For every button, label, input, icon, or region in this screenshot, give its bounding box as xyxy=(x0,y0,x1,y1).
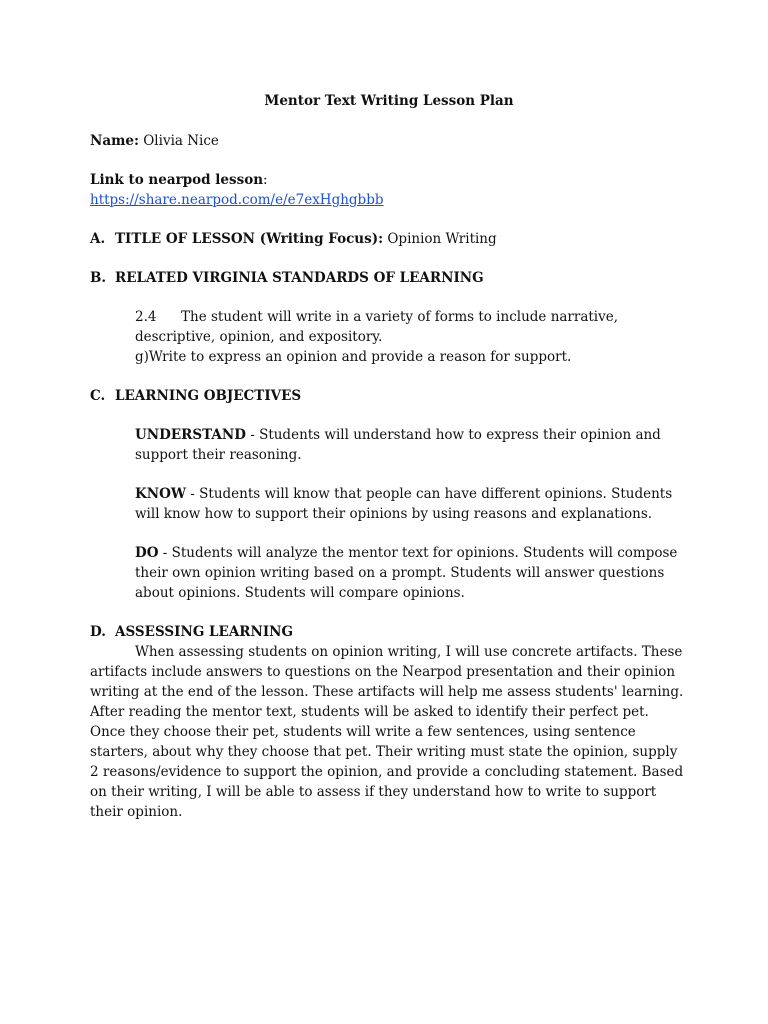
understand-label: UNDERSTAND xyxy=(135,427,246,443)
know-text: - Students will know that people can have different opinions. Students will know how to support their opinions by using reasons and explanations. xyxy=(135,486,673,522)
section-d-heading: D. ASSESSING LEARNING xyxy=(90,624,294,640)
standard-sub: g)Write to express an opinion and provide a reason for support. xyxy=(135,349,572,365)
document-title: Mentor Text Writing Lesson Plan xyxy=(264,93,514,109)
do-label: DO xyxy=(135,545,159,561)
objective-know xyxy=(90,484,688,524)
do-text: - Students will analyze the mentor text for opinions. Students will compose their own opinion writing based on a prompt. Students will answer questions about opinions. Students will compare opinions. xyxy=(135,545,678,601)
section-a-heading: A. TITLE OF LESSON (Writing Focus): Opinion Writing xyxy=(90,231,497,247)
section-c-heading: C. LEARNING OBJECTIVES xyxy=(90,388,302,404)
know-label: KNOW xyxy=(135,486,186,502)
standard-text-2: descriptive, opinion, and expository. xyxy=(135,329,383,345)
standard-block xyxy=(90,307,688,367)
link-label: Link to nearpod lesson xyxy=(90,172,264,188)
name-value: Olivia Nice xyxy=(138,133,219,149)
standard-text: The student will write in a variety of forms to include narrative, xyxy=(181,309,619,325)
objective-understand xyxy=(90,425,688,465)
link-line: Link to nearpod lesson: xyxy=(90,172,268,188)
objective-do xyxy=(90,543,688,603)
assessing-paragraph: When assessing students on opinion writing, I will use concrete artifacts. These artifacts include answers to questions on the Nearpod presentation and their opinion writing at the end of the lesson. These artifacts will help me assess students' learning. After reading the mentor text, students will be asked to identify their perfect pet. Once they choose their pet, students will write a few sentences, using sentence starters, about why they choose that pet. Their writing must state the opinion, supply 2 reasons/evidence to support the opinion, and provide a concluding statement. Based on their writing, I will be able to assess if they understand how to write to support their opinion. xyxy=(90,644,684,820)
lesson-title-value: Opinion Writing xyxy=(383,231,497,247)
understand-text: - Students will understand how to express their opinion and support their reasoning. xyxy=(135,427,661,463)
section-b-heading: B. RELATED VIRGINIA STANDARDS OF LEARNING xyxy=(90,270,484,286)
nearpod-link[interactable]: https://share.nearpod.com/e/e7exHghgbbb xyxy=(90,192,384,208)
standard-number: 2.4 xyxy=(135,309,157,325)
name-line: Name: Olivia Nice xyxy=(90,133,219,149)
name-label: Name xyxy=(90,133,134,149)
